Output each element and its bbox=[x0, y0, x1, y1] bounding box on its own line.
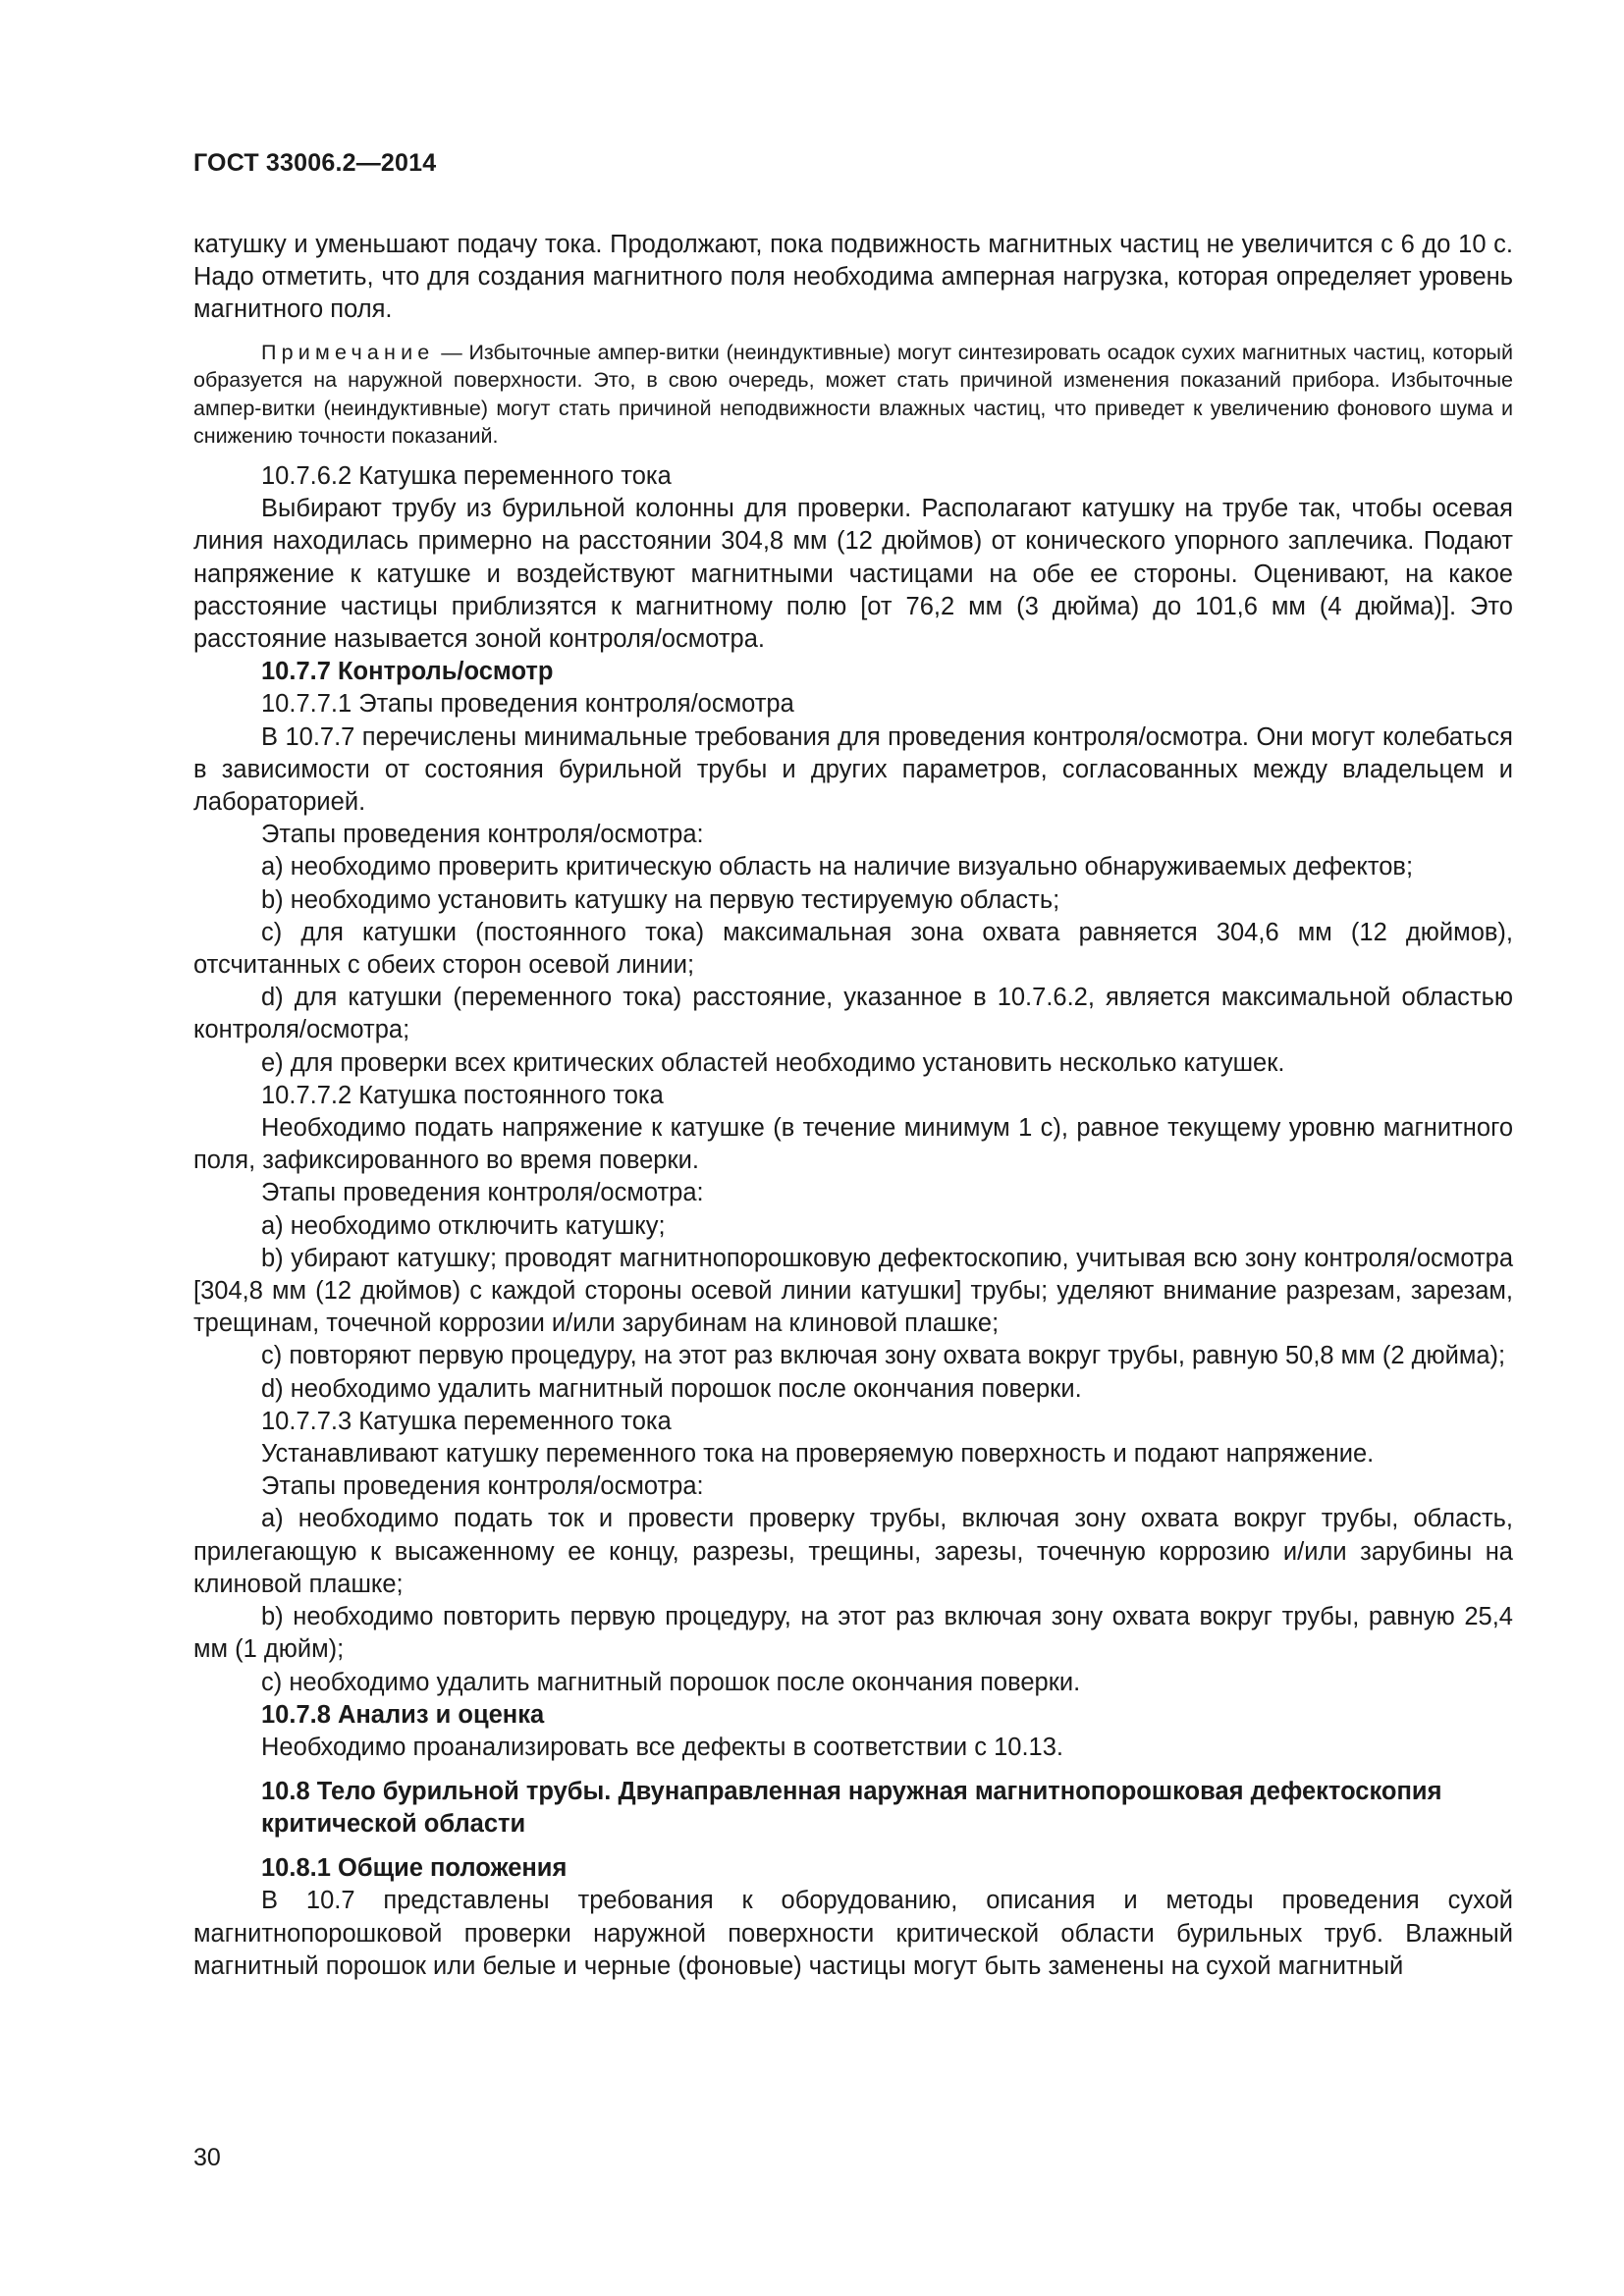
note-text: — Избыточные ампер-витки (неиндуктивные) могут синтезировать осадок сухих магнитных частиц, который образуется на наружной поверхности. Это, в свою очередь, может стать причиной изменения показаний прибора. Избыточные ампер-витки (неиндуктивные) могут стать причиной неподвижности влажных частиц, что приведет к увеличению фонового шума и снижению точности показаний. bbox=[193, 340, 1513, 449]
body-text bbox=[193, 229, 1513, 327]
list-item: d) для катушки (переменного тока) расстояние, указанное в 10.7.6.2, является максимальной областью контроля/осмотра; bbox=[193, 984, 1513, 1044]
sub-heading: 10.8.1 Общие положения bbox=[261, 1854, 568, 1883]
paragraph-heading: 10.7.7.2 Катушка постоянного тока bbox=[261, 1081, 664, 1109]
list-item: c) для катушки (постоянного тока) максимальная зона охвата равняется 304,6 мм (12 дюймов), отсчитанных с обеих сторон осевой линии; bbox=[193, 918, 1513, 980]
list-item: c) повторяют первую процедуру, на этот раз включая зону охвата вокруг трубы, равную 50,8 мм (2 дюйма); bbox=[261, 1342, 1506, 1370]
paragraph: Этапы проведения контроля/осмотра: bbox=[261, 1179, 704, 1207]
note-block bbox=[193, 339, 1513, 451]
paragraph-heading: 10.7.6.2 Катушка переменного тока bbox=[261, 461, 672, 490]
list-item: a) необходимо подать ток и провести проверку трубы, включая зону охвата вокруг трубы, область, прилегающую к высаженному ее концу, разрезы, трещины, зарезы, точечную коррозию и/или зарубины на клиновой плашке; bbox=[193, 1505, 1513, 1598]
list-item: a) необходимо проверить критическую область на наличие визуально обнаруживаемых дефектов; bbox=[261, 853, 1414, 881]
paragraph: Этапы проведения контроля/осмотра: bbox=[261, 1472, 704, 1501]
section-body bbox=[193, 1852, 1513, 1983]
list-item: b) необходимо повторить первую процедуру, на этот раз включая зону охвата вокруг трубы, равную 25,4 мм (1 дюйм); bbox=[193, 1603, 1513, 1664]
paragraph: В 10.7 представлены требования к оборудованию, описания и методы проведения сухой магнитнопорошковой проверки наружной поверхности критической области бурильных труб. Влажный магнитный порошок или белые и черные (фоновые) частицы могут быть заменены на сухой магнитный bbox=[193, 1887, 1513, 1980]
paragraph-heading: 10.7.7.1 Этапы проведения контроля/осмотра bbox=[261, 690, 794, 719]
list-item: a) необходимо отключить катушку; bbox=[261, 1211, 666, 1240]
document-header: ГОСТ 33006.2—2014 bbox=[193, 149, 437, 177]
note-paragraph bbox=[193, 339, 1513, 451]
paragraph: Этапы проведения контроля/осмотра: bbox=[261, 821, 704, 849]
section-heading: 10.8 Тело бурильной трубы. Двунаправленная наружная магнитнопорошковая дефектоскопия критической области bbox=[261, 1778, 1442, 1839]
paragraph-heading-bold: 10.7.8 Анализ и оценка bbox=[261, 1700, 545, 1729]
page-number: 30 bbox=[193, 2144, 221, 2171]
list-item: c) необходимо удалить магнитный порошок после окончания поверки. bbox=[261, 1668, 1081, 1696]
list-item: d) необходимо удалить магнитный порошок после окончания поверки. bbox=[261, 1374, 1082, 1403]
list-item: b) убирают катушку; проводят магнитнопорошковую дефектоскопию, учитывая всю зону контроля/осмотра [304,8 мм (12 дюймов) с каждой стороны осевой линии катушки] трубы; уделяют внимание разрезам, зарезам, трещинам, точечной коррозии и/или зарубинам на клиновой плашке; bbox=[193, 1244, 1513, 1338]
paragraph: Необходимо подать напряжение к катушке (в течение минимум 1 с), равное текущему уровню магнитного поля, зафиксированного во время поверки. bbox=[193, 1114, 1513, 1175]
paragraph: В 10.7.7 перечислены минимальные требования для проведения контроля/осмотра. Они могут колебаться в зависимости от состояния бурильной трубы и других параметров, согласованных между владельцем и лабораторией. bbox=[193, 722, 1513, 817]
paragraph-heading-bold: 10.7.7 Контроль/осмотр bbox=[261, 658, 554, 686]
body-text-main bbox=[193, 460, 1513, 1764]
paragraph-heading: 10.7.7.3 Катушка переменного тока bbox=[261, 1407, 672, 1435]
paragraph: Необходимо проанализировать все дефекты в соответствии с 10.13. bbox=[261, 1733, 1063, 1761]
paragraph: Выбирают трубу из бурильной колонны для проверки. Располагают катушку на трубе так, чтобы осевая линия находилась примерно на расстоянии 304,8 мм (12 дюймов) от конического упорного заплечика. Подают напряжение к катушке и воздействуют магнитными частицами на обе ее стороны. Оценивают, на какое расстояние частицы приблизятся к магнитному полю [от 76,2 мм (3 дюйма) до 101,6 мм (4 дюйма)]. Это расстояние называется зоной контроля/осмотра. bbox=[193, 495, 1513, 653]
note-label: Примечание bbox=[261, 340, 435, 364]
list-item: b) необходимо установить катушку на первую тестируемую область; bbox=[261, 885, 1060, 914]
paragraph: Устанавливают катушку переменного тока на проверяемую поверхность и подают напряжение. bbox=[261, 1440, 1375, 1468]
list-item: e) для проверки всех критических областей необходимо установить несколько катушек. bbox=[261, 1048, 1285, 1077]
paragraph-intro: катушку и уменьшают подачу тока. Продолжают, пока подвижность магнитных частиц не увеличится с 6 до 10 с. Надо отметить, что для создания магнитного поля необходима амперная нагрузка, которая определяет уровень магнитного поля. bbox=[193, 231, 1513, 324]
